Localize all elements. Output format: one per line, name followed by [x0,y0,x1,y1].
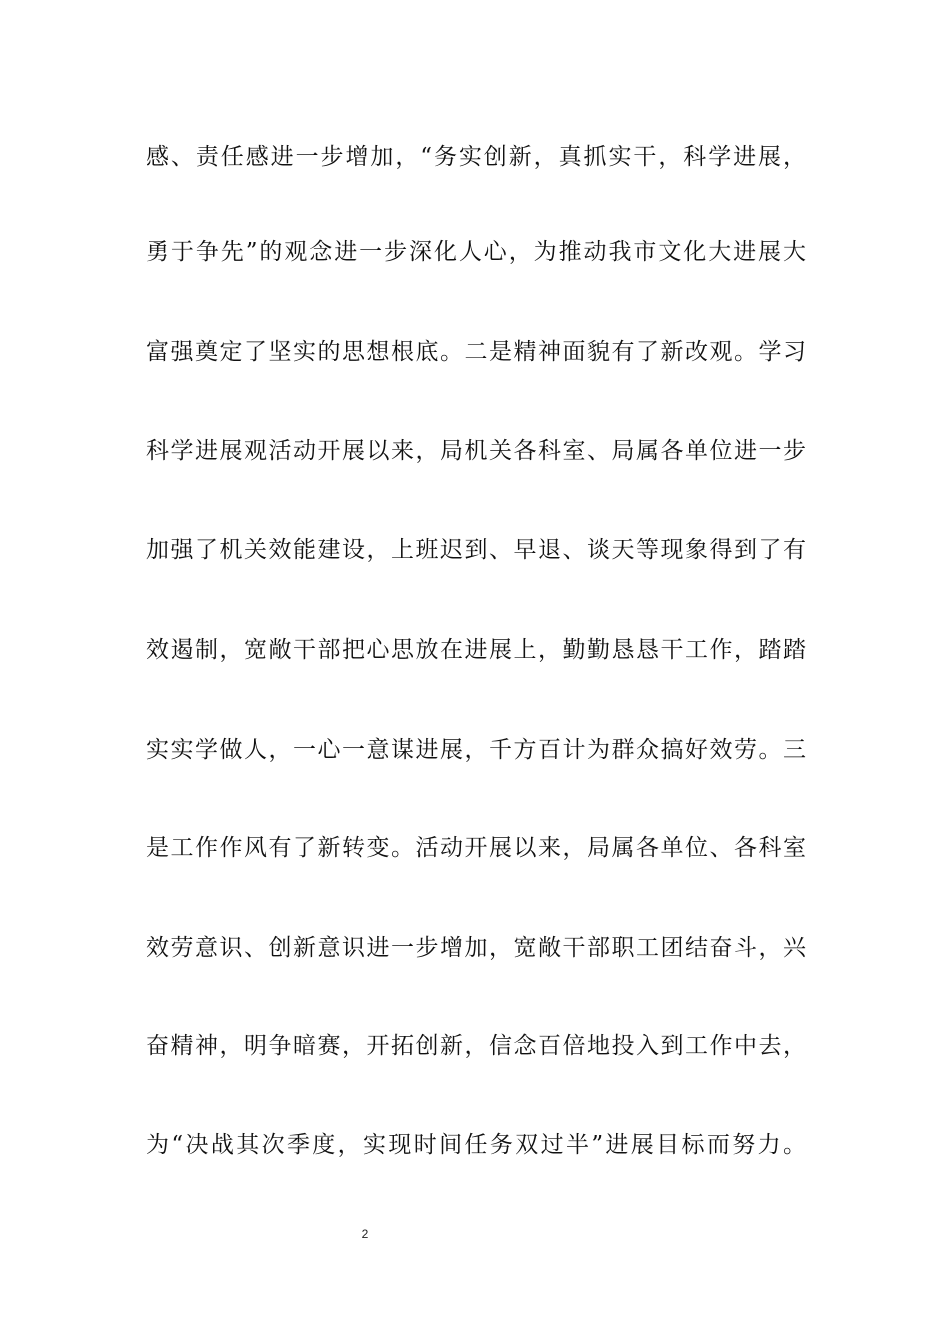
body-text-line: 加强了机关效能建设，上班迟到、早退、谈天等现象得到了有 [146,537,806,563]
body-text-line: 效劳意识、创新意识进一步增加，宽敞干部职工团结奋斗，兴 [146,935,806,961]
body-text-line: 奋精神，明争暗赛，开拓创新，信念百倍地投入到工作中去， [146,1033,806,1059]
body-text-line: 为“决战其次季度，实现时间任务双过半”进展目标而努力。 [146,1132,806,1158]
body-text-line: 是工作作风有了新转变。活动开展以来，局属各单位、各科室 [146,835,806,861]
body-text-line: 科学进展观活动开展以来，局机关各科室、局属各单位进一步 [146,438,806,464]
page-number: 2 [361,1227,369,1241]
body-text-line: 实实学做人，一心一意谋进展，千方百计为群众搞好效劳。三 [146,737,806,763]
body-text-line: 富强奠定了坚实的思想根底。二是精神面貌有了新改观。学习 [146,339,806,365]
body-text-line: 效遏制，宽敞干部把心思放在进展上，勤勤恳恳干工作，踏踏 [146,637,806,663]
body-text-line: 感、责任感进一步增加，“务实创新，真抓实干，科学进展， [146,144,806,170]
body-text-line: 勇于争先”的观念进一步深化人心，为推动我市文化大进展大 [146,239,806,265]
